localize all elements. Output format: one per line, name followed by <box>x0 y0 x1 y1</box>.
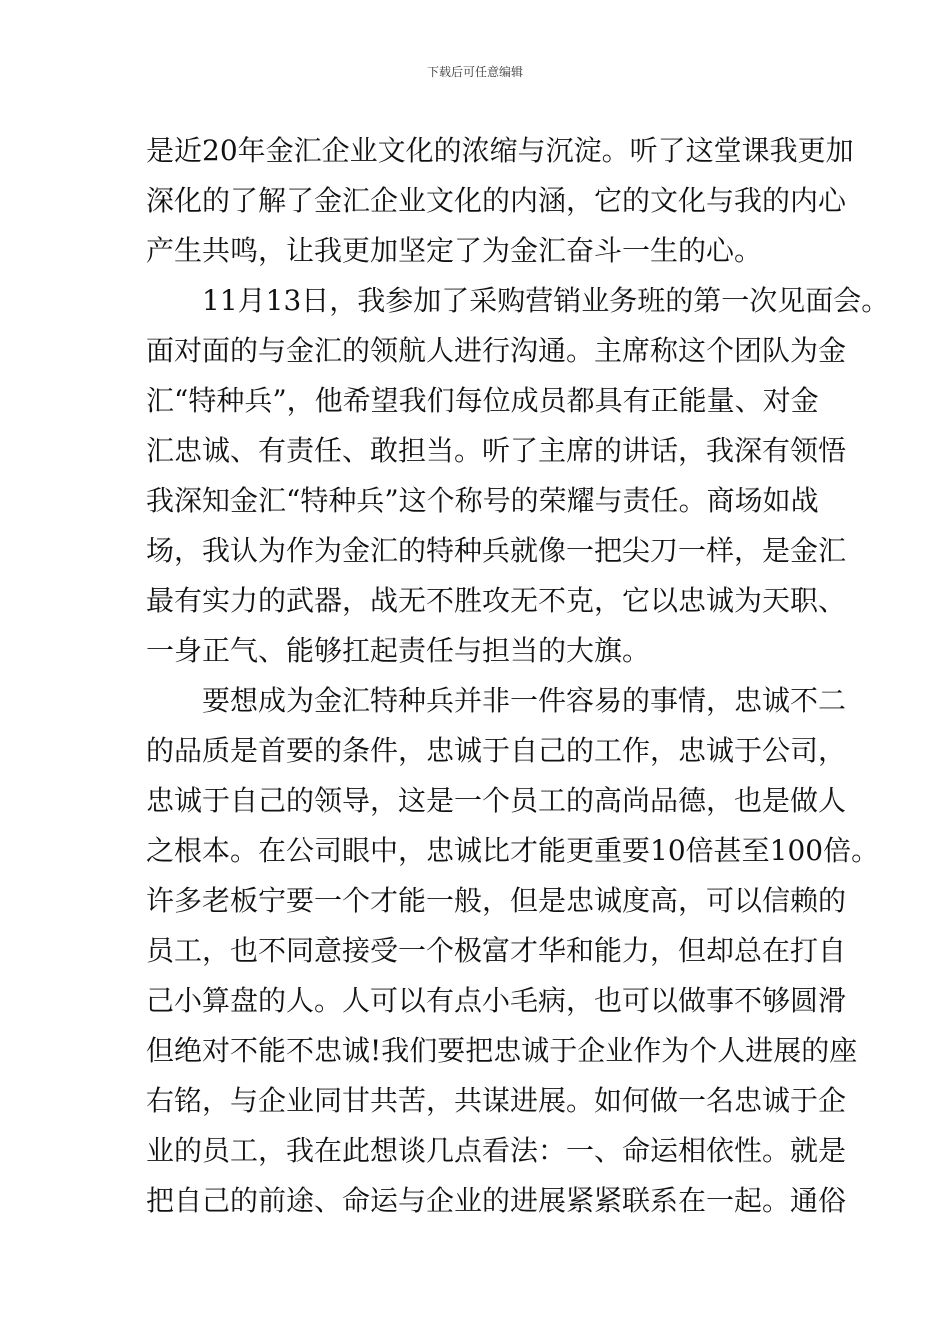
paragraph-1 <box>146 126 854 276</box>
text-line: 右铭，与企业同甘共苦，共谋进展。如何做一名忠诚于企 <box>146 1084 847 1117</box>
text-line: 许多老板宁要一个才能一般，但是忠诚度高，可以信赖的 <box>146 884 847 917</box>
text-line: 汇“特种兵”，他希望我们每位成员都具有正能量、对金 <box>146 384 819 417</box>
paragraph-2 <box>146 276 890 676</box>
text-line: 忠诚于自己的领导，这是一个员工的高尚品德，也是做人 <box>146 784 847 817</box>
text-line: 一身正气、能够扛起责任与担当的大旗。 <box>146 634 651 667</box>
text-line: 的品质是首要的条件，忠诚于自己的工作，忠诚于公司， <box>146 734 847 767</box>
text-line: 业的员工，我在此想谈几点看法：一、命运相依性。就是 <box>146 1134 847 1167</box>
text-line: 深化的了解了金汇企业文化的内涵，它的文化与我的内心 <box>146 184 847 217</box>
text-line: 是近20年金汇企业文化的浓缩与沉淀。听了这堂课我更加 <box>146 134 854 167</box>
text-line: 己小算盘的人。人可以有点小毛病，也可以做事不够圆滑 <box>146 984 847 1017</box>
document-body <box>146 126 890 1226</box>
text-line: 要想成为金汇特种兵并非一件容易的事情，忠诚不二 <box>202 684 847 717</box>
text-line: 之根本。在公司眼中，忠诚比才能更重要10倍甚至100倍。 <box>146 834 880 867</box>
text-line: 汇忠诚、有责任、敢担当。听了主席的讲话，我深有领悟 <box>146 434 847 467</box>
text-line: 产生共鸣，让我更加坚定了为金汇奋斗一生的心。 <box>146 234 763 267</box>
text-line: 员工，也不同意接受一个极富才华和能力，但却总在打自 <box>146 934 847 967</box>
text-line: 我深知金汇“特种兵”这个称号的荣耀与责任。商场如战 <box>146 484 819 517</box>
text-line: 场，我认为作为金汇的特种兵就像一把尖刀一样，是金汇 <box>146 534 847 567</box>
text-line: 但绝对不能不忠诚!我们要把忠诚于企业作为个人进展的座 <box>146 1034 858 1067</box>
page-header: 下载后可任意编辑 <box>426 65 523 79</box>
text-line: 把自己的前途、命运与企业的进展紧紧联系在一起。通俗 <box>146 1184 847 1217</box>
text-line: 面对面的与金汇的领航人进行沟通。主席称这个团队为金 <box>146 334 847 367</box>
text-line: 11月13日，我参加了采购营销业务班的第一次见面会。 <box>202 284 890 317</box>
paragraph-3 <box>146 676 880 1226</box>
text-line: 最有实力的武器，战无不胜攻无不克，它以忠诚为天职、 <box>146 584 847 617</box>
